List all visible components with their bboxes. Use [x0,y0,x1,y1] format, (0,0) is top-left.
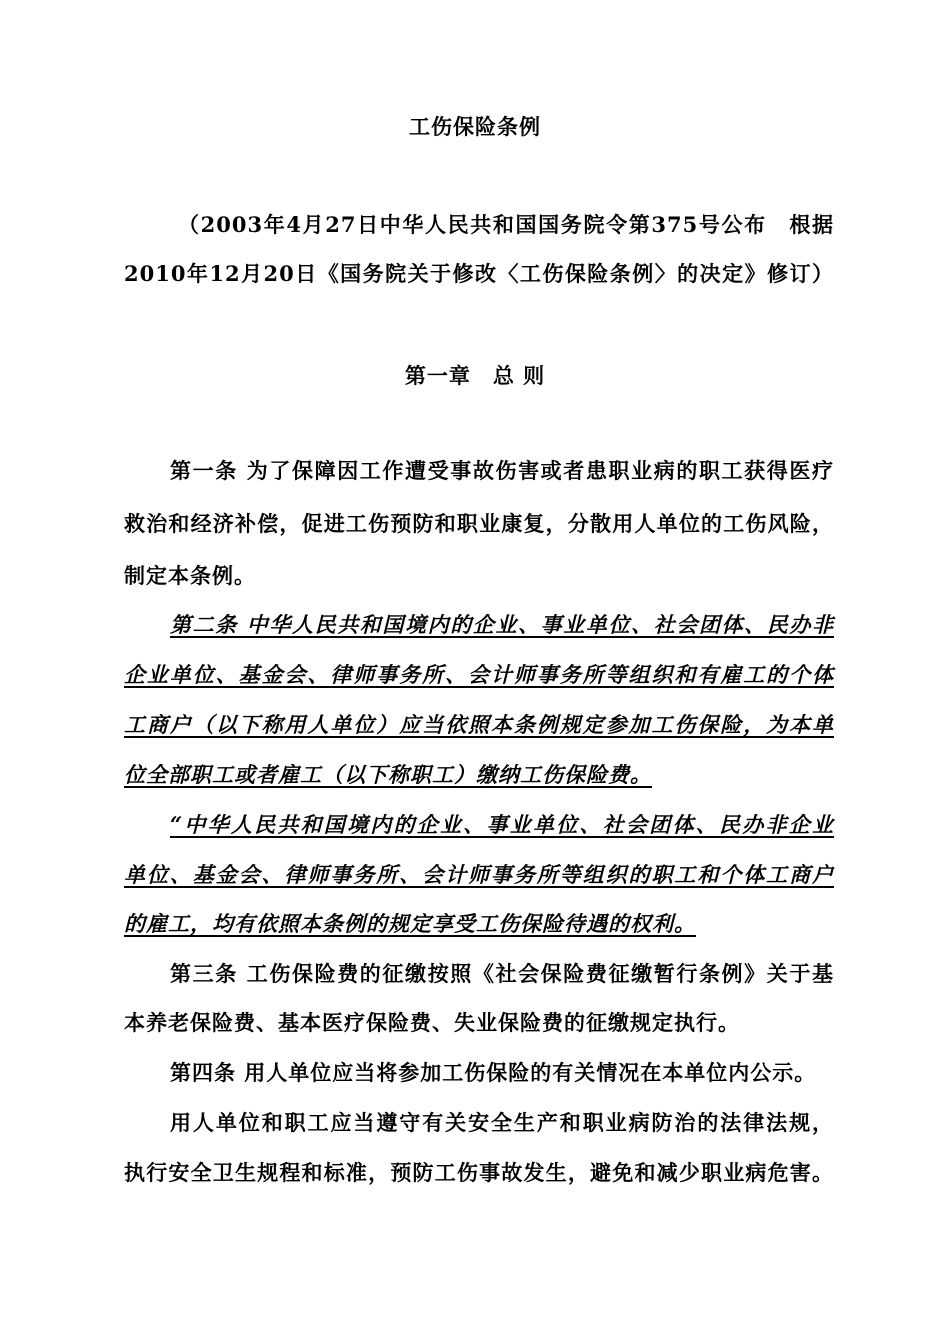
article-2-line-2: 企业单位、基金会、律师事务所、会计师事务所等组织和有雇工的个体 [124,662,834,687]
article-4-para-2-line-1: 用人单位和职工应当遵守有关安全生产和职业病防治的法律法规， [170,1110,834,1135]
document-title: 工伤保险条例 [409,114,541,139]
article-4-line-1: 第四条 用人单位应当将参加工伤保险的有关情况在本单位内公示。 [170,1060,817,1085]
subtitle-line-2: 2010年12月20日《国务院关于修改〈工伤保险条例〉的决定》修订） [124,261,834,286]
chapter-heading: 第一章 总 则 [404,363,546,388]
article-2-line-1: 第二条 中华人民共和国境内的企业、事业单位、社会团体、民办非 [170,612,834,637]
article-2-para-2-line-1: “中华人民共和国境内的企业、事业单位、社会团体、民办非企业 [170,812,834,837]
article-2-para-2-line-2: 单位、基金会、律师事务所、会计师事务所等组织的职工和个体工商户 [124,862,834,887]
article-3-line-2: 本养老保险费、基本医疗保险费、失业保险费的征缴规定执行。 [124,1010,740,1035]
article-3-line-1: 第三条 工伤保险费的征缴按照《社会保险费征缴暂行条例》关于基 [170,961,834,986]
subtitle-line-1: （2003年4月27日中华人民共和国国务院令第375号公布 根据 [178,212,834,237]
article-2-line-4: 位全部职工或者雇工（以下称职工）缴纳工伤保险费。 [124,762,652,787]
article-1-line-1: 第一条 为了保障因工作遭受事故伤害或者患职业病的职工获得医疗 [170,458,834,483]
article-2-line-3: 工商户（以下称用人单位）应当依照本条例规定参加工伤保险，为本单 [124,712,834,737]
article-1-line-2: 救治和经济补偿，促进工伤预防和职业康复，分散用人单位的工伤风险， [124,511,834,536]
article-2-para-2-line-3: 的雇工，均有依照本条例的规定享受工伤保险待遇的权利。 [124,911,696,936]
article-1-line-3: 制定本条例。 [124,563,256,588]
article-4-para-2-line-2: 执行安全卫生规程和标准，预防工伤事故发生，避免和减少职业病危害。 [124,1160,834,1185]
